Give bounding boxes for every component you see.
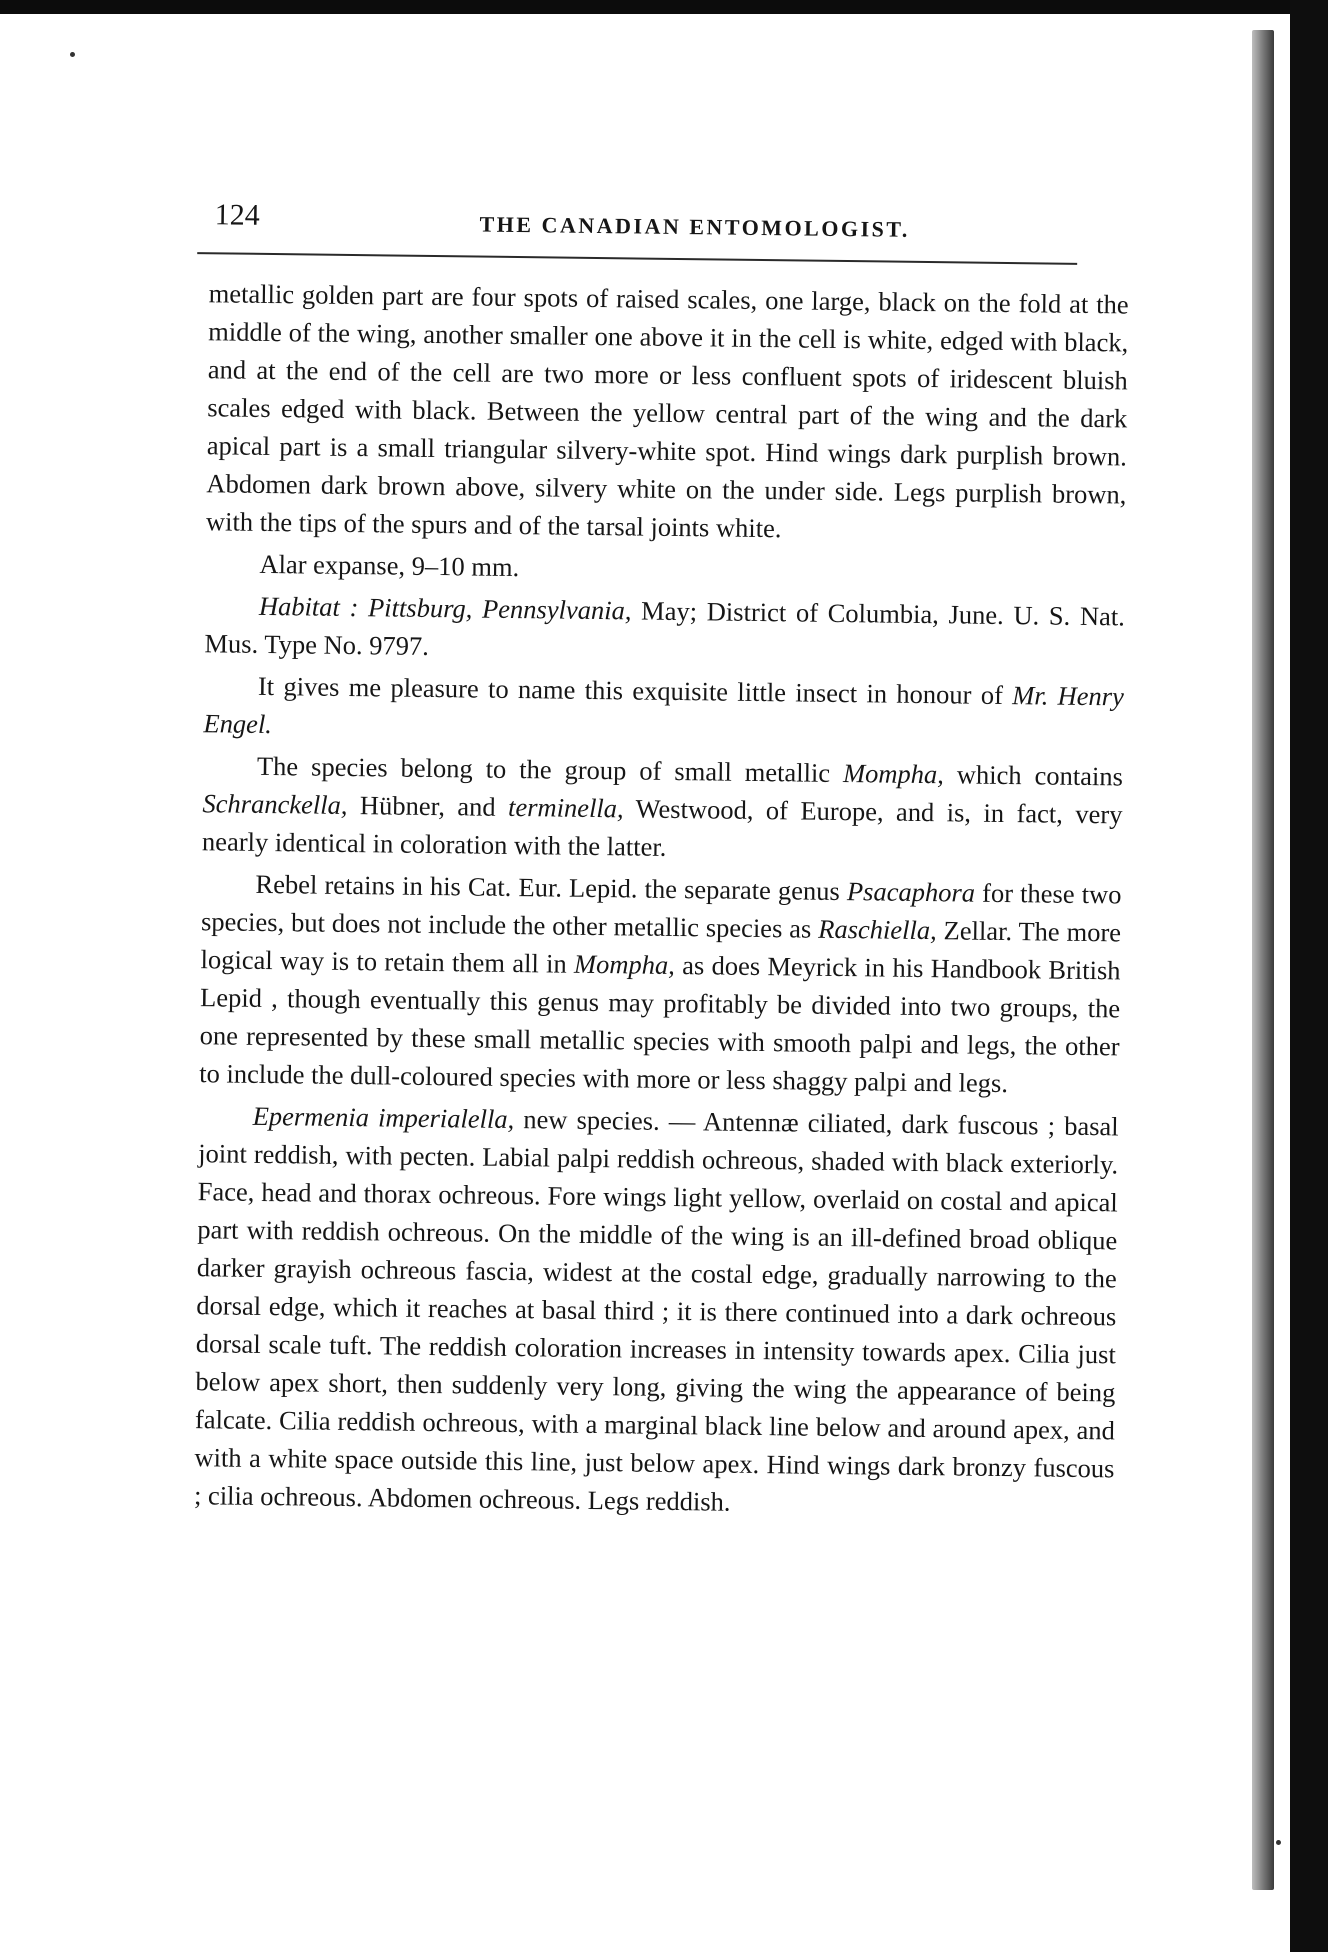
- scan-top-border: [0, 0, 1328, 14]
- text-run: Rebel retains in his Cat. Eur. Lepid. the separate genus: [255, 868, 848, 907]
- text-run: Westwood, of Europe, and is, in fact, very nearly identical in coloration with the latter.: [201, 793, 1123, 862]
- scan-right-border: [1290, 0, 1328, 1952]
- genus-name: Mompha,: [573, 948, 676, 980]
- species-name: Schranckella,: [202, 788, 348, 820]
- book-spine-shadow: [1252, 30, 1274, 1890]
- page-number: 124: [214, 198, 260, 232]
- habitat-italic: Habitat : Pittsburg, Pennsylvania,: [258, 590, 632, 626]
- genus-name: Psacaphora: [846, 876, 976, 908]
- running-head: THE CANADIAN ENTOMOLOGIST.: [479, 211, 911, 242]
- paragraph-species-group: [202, 746, 1123, 871]
- scan-speck: [1276, 1840, 1281, 1845]
- scan-speck: [70, 52, 75, 57]
- text-run: for these two species, but does not include the other metallic species as: [200, 877, 1122, 944]
- page-header: [189, 190, 1130, 261]
- text-run: Hübner, and: [347, 789, 509, 822]
- dedication-text: It gives me pleasure to name this exquisite little insect in honour of: [257, 670, 1013, 711]
- habitat-text: May; District of Columbia, June. U. S. Nat. Mus. Type No. 9797.: [204, 595, 1126, 661]
- paragraph-continued: metallic golden part are four spots of raised scales, one large, black on the fold at the middle of the wing, another smaller one above it in the cell is white, edged with black, and at the end of the cell are two more or less confluent spots of iridescent bluish scales edged with black. Between the yellow central part of the wing and the dark apical part is a small triangular silvery-white spot. Hind wings dark purplish brown. Abdomen dark brown above, silvery white on the under side. Legs purplish brown, with the tips of the spurs and of the tarsal joints white.: [205, 278, 1129, 544]
- species-name: Raschiella,: [818, 913, 937, 946]
- paragraph-alar-expanse: Alar expanse, 9–10 mm.: [259, 548, 520, 583]
- paragraph-dedication: [203, 666, 1124, 753]
- genus-name: Mompha,: [842, 758, 945, 790]
- species-name: Epermenia imperialella,: [252, 1100, 515, 1135]
- page-body: [194, 274, 1129, 1525]
- species-name: terminella,: [507, 791, 624, 824]
- paragraph-rebel: [199, 864, 1122, 1103]
- book-page: [189, 190, 1130, 1517]
- paragraph-epermenia: [194, 1096, 1119, 1525]
- text-run: Zellar. The more logical way is to retain them all in: [200, 915, 1122, 979]
- dedication-name: Mr. Henry Engel.: [203, 680, 1125, 740]
- text-run: The species belong to the group of small metallic: [256, 750, 844, 789]
- text-run: as does Meyrick in his Handbook British Lepid , though eventually this genus may profitably be divided into two groups, the one represented by these small metallic species with smooth palpi and legs, the other to include the dull-coloured species with more or less shaggy palpi and legs.: [199, 949, 1121, 1099]
- species-description: new species. — Antennæ ciliated, dark fuscous ; basal joint reddish, with pecten. Labial palpi reddish ochreous, shaded with black exteriorly. Face, head and thorax ochreous. Fore wings light yellow, overlaid on costal and apical part with reddish ochreous. On the middle of the wing is an ill-defined broad oblique darker grayish ochreous fascia, widest at the costal edge, gradually narrowing to the dorsal edge, which it reaches at basal third ; it is there continued into a dark ochreous dorsal scale tuft. The reddish coloration increases in intensity towards apex. Cilia just below apex short, then suddenly very long, giving the wing the appearance of being falcate. Cilia reddish ochreous, with a marginal black line below and around apex, and with a white space outside this line, just below apex. Hind wings dark bronzy fuscous ; cilia ochreous. Abdomen ochreous. Legs reddish.: [193, 1104, 1119, 1517]
- text-run: which contains: [943, 759, 1124, 792]
- paragraph-habitat: [204, 586, 1125, 673]
